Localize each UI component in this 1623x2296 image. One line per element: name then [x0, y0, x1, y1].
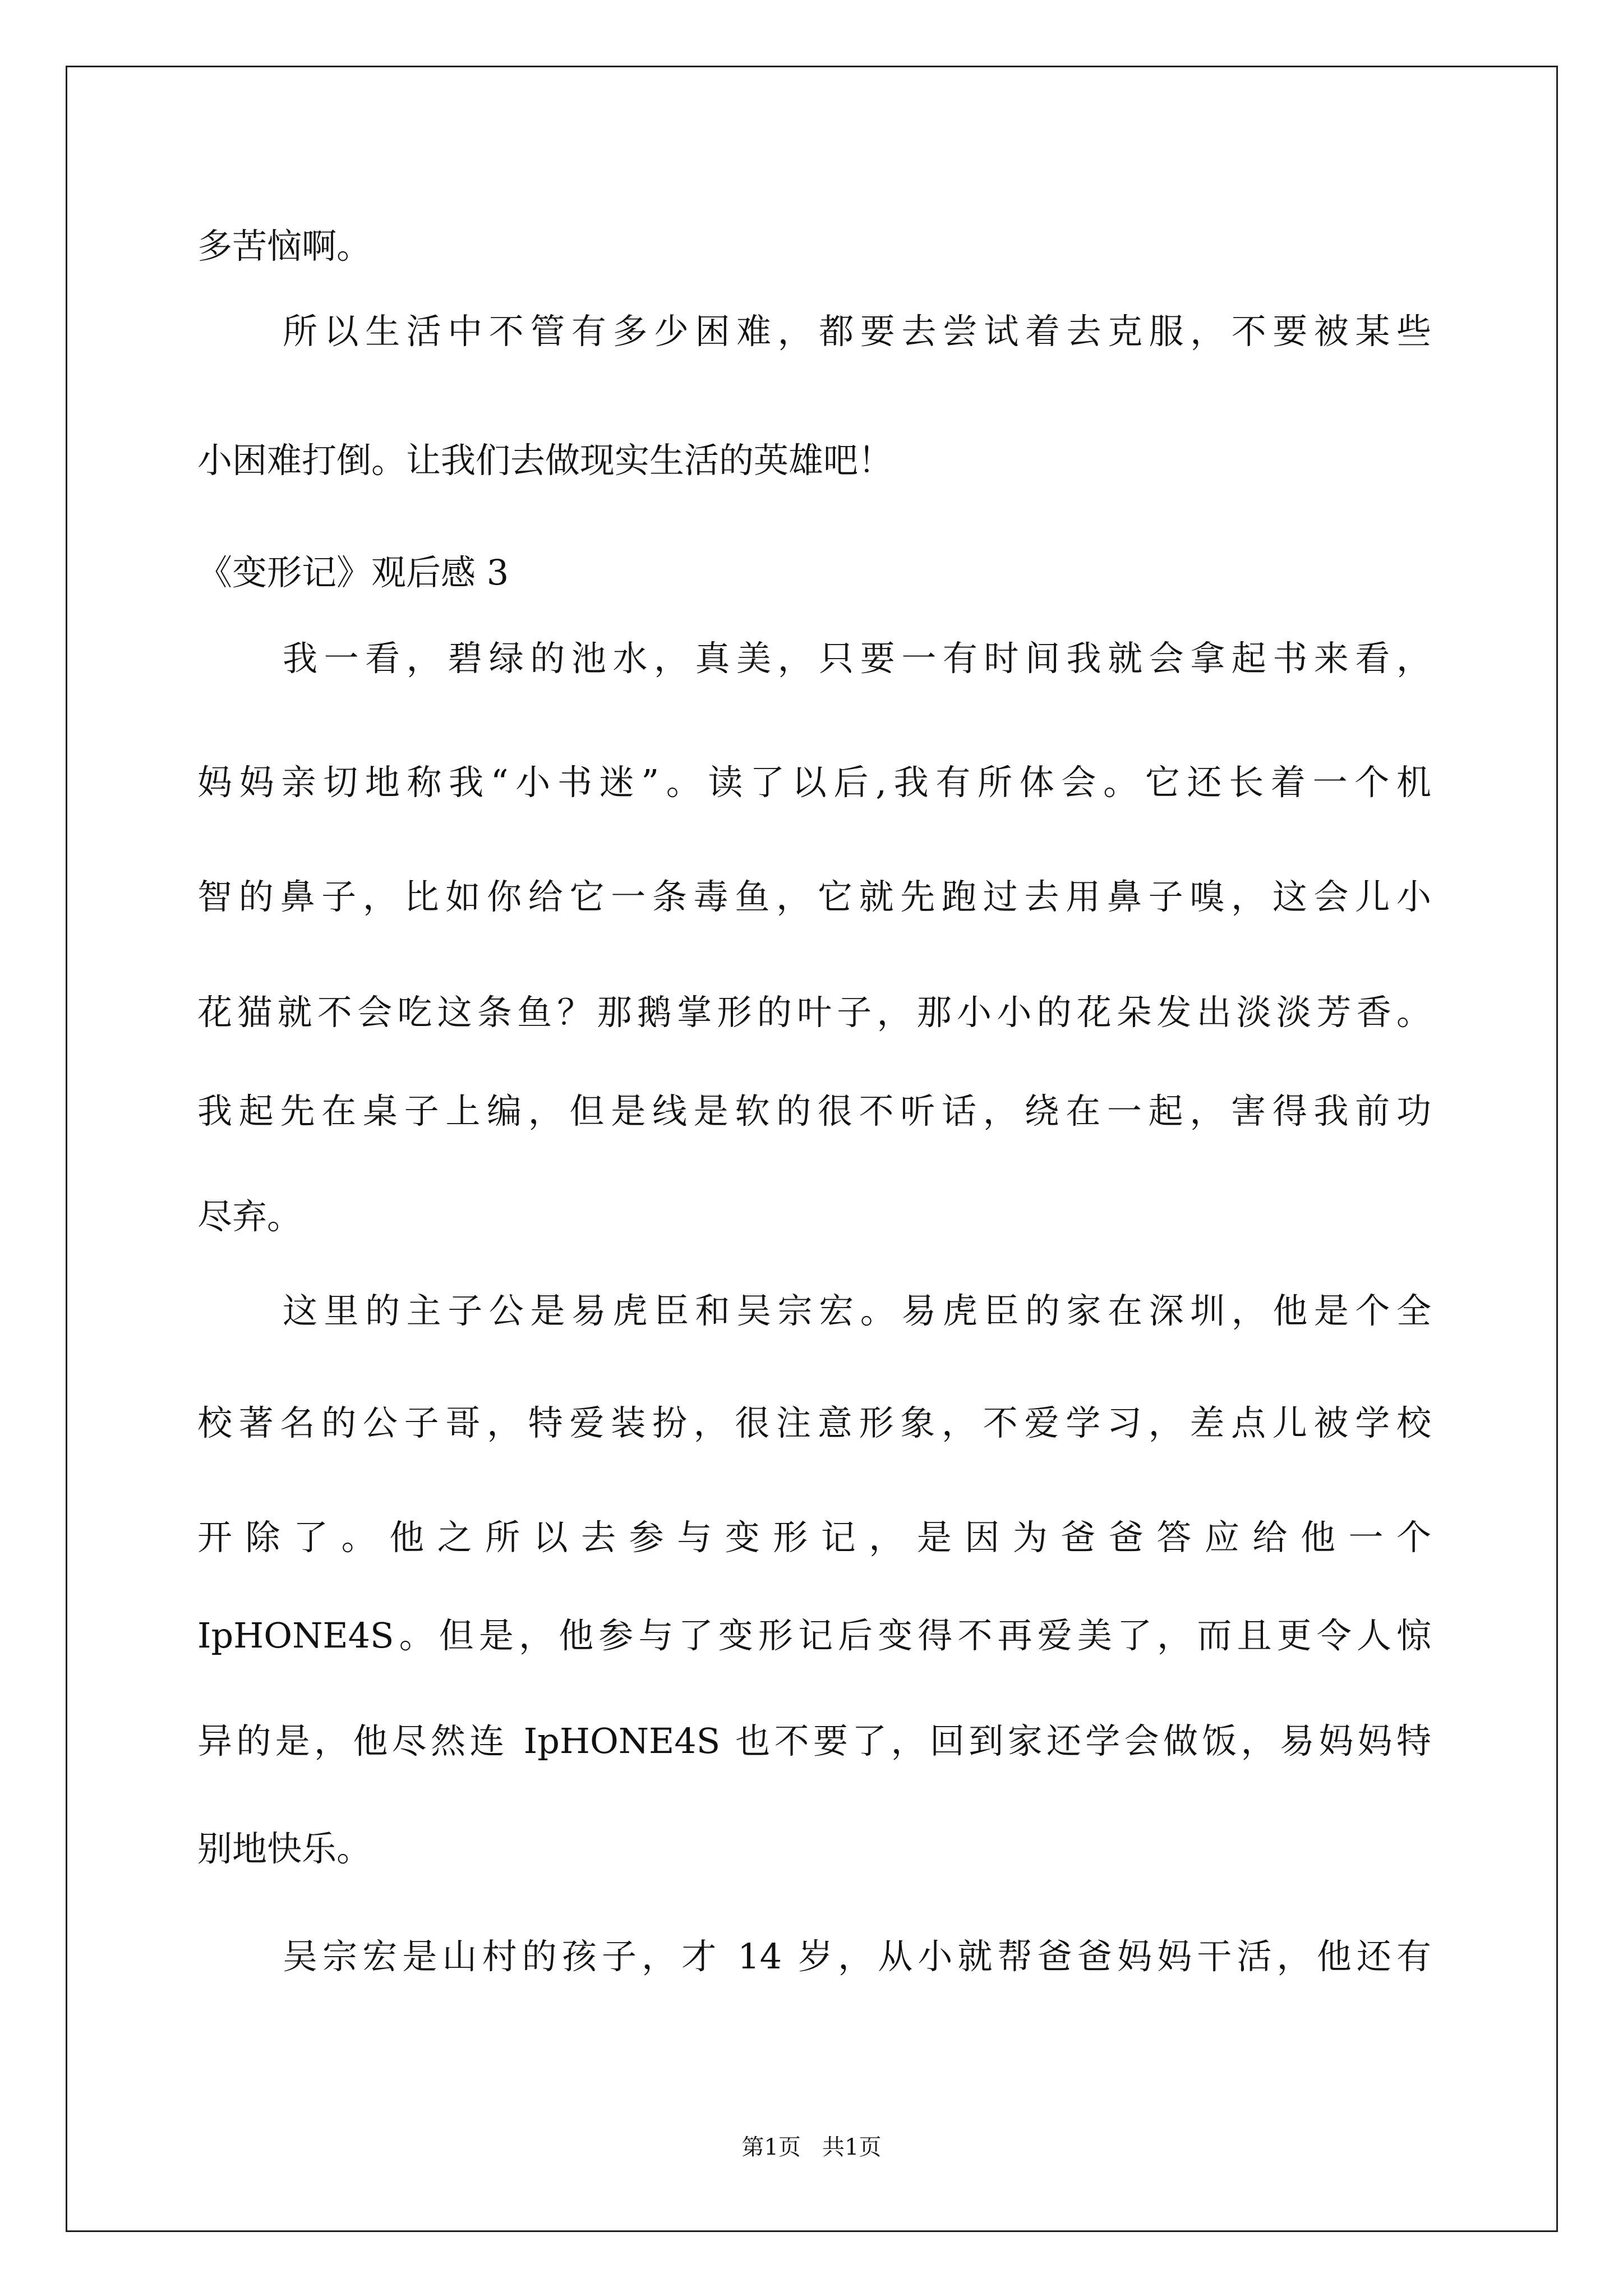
text-line: IpHONE4S。但是，他参与了变形记后变得不再爱美了，而且更令人惊	[197, 1615, 1431, 1656]
page-number-footer: 第1页 共1页	[741, 2134, 882, 2160]
text-line: 开除了。他之所以去参与变形记，是因为爸爸答应给他一个	[197, 1517, 1431, 1558]
section-heading: 《变形记》观后感 3	[197, 552, 509, 593]
text-line: 校著名的公子哥，特爱装扮，很注意形象，不爱学习，差点儿被学校	[197, 1402, 1431, 1443]
text-line: 吴宗宏是山村的孩子，才 14 岁，从小就帮爸爸妈妈干活，他还有	[283, 1936, 1431, 1977]
text-line: 小困难打倒。让我们去做现实生活的英雄吧！	[197, 440, 893, 481]
text-line: 我起先在桌子上编，但是线是软的很不听话，绕在一起，害得我前功	[197, 1091, 1431, 1131]
text-line: 我一看，碧绿的池水，真美，只要一有时间我就会拿起书来看，	[283, 638, 1431, 679]
text-line: 尽弃。	[197, 1196, 302, 1237]
page-border	[66, 66, 1558, 2232]
text-line: 智的鼻子，比如你给它一条毒鱼，它就先跑过去用鼻子嗅，这会儿小	[197, 876, 1431, 917]
text-line: 别地快乐。	[197, 1828, 372, 1869]
text-line: 异的是，他尽然连 IpHONE4S 也不要了，回到家还学会做饭，易妈妈特	[197, 1720, 1431, 1761]
text-line: 多苦恼啊。	[197, 226, 372, 266]
text-line: 花猫就不会吃这条鱼？那鹅掌形的叶子，那小小的花朵发出淡淡芳香。	[197, 992, 1431, 1033]
text-line: 所以生活中不管有多少困难，都要去尝试着去克服，不要被某些	[283, 311, 1431, 352]
text-line: 妈妈亲切地称我“小书迷”。读了以后,我有所体会。它还长着一个机	[197, 762, 1431, 803]
text-line: 这里的主子公是易虎臣和吴宗宏。易虎臣的家在深圳，他是个全	[283, 1290, 1431, 1331]
